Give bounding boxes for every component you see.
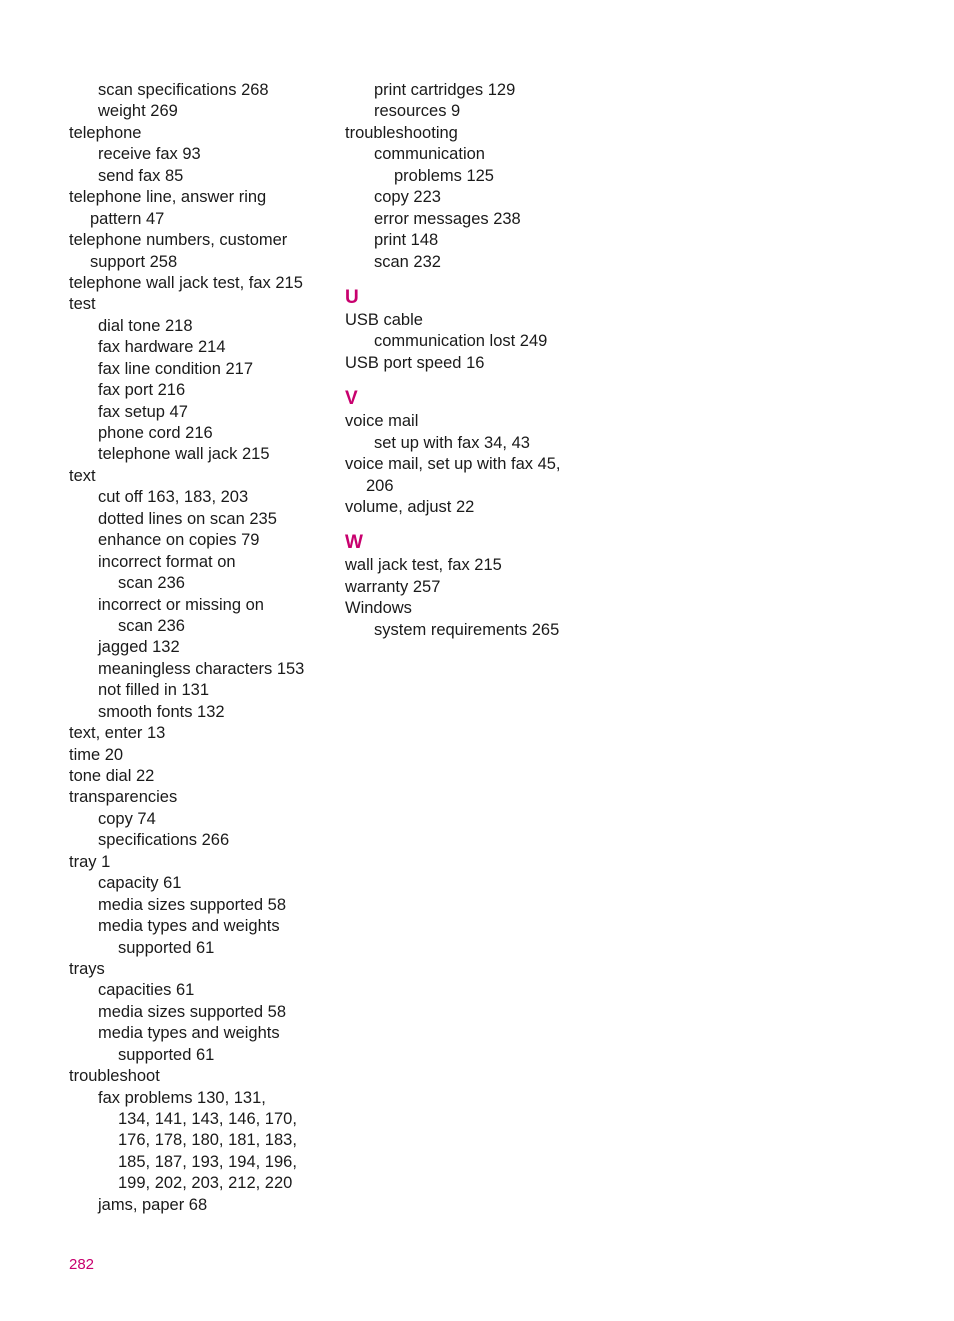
index-subentry: print 148 [374, 231, 439, 250]
index-subentry: receive fax 93 [98, 145, 201, 164]
index-entry: tray 1 [69, 852, 111, 871]
index-subentry: print cartridges 129 [374, 81, 516, 99]
index-entry: transparencies [69, 788, 178, 807]
index-subentry: media types and weights [98, 1024, 280, 1043]
index-entry: pattern 47 [90, 209, 165, 228]
index-subentry: dial tone 218 [98, 316, 193, 335]
index-subentry: system requirements 265 [374, 620, 560, 639]
index-subentry: media types and weights [98, 917, 280, 936]
index-subentry: phone cord 216 [98, 424, 213, 442]
index-subentry: fax port 216 [98, 381, 186, 400]
index-subentry: 199, 202, 203, 212, 220 [118, 1174, 293, 1193]
index-subentry: supported 61 [118, 938, 215, 957]
index-column-right [345, 80, 615, 641]
index-entry: volume, adjust 22 [345, 498, 475, 516]
section-gap [345, 273, 615, 286]
index-entry: troubleshoot [69, 1067, 160, 1086]
index-entry: telephone numbers, customer [69, 231, 288, 250]
page-number: 282 [69, 1256, 95, 1273]
index-entry: 206 [366, 476, 394, 495]
index-entry: text [69, 466, 96, 485]
index-subentry: weight 269 [98, 102, 178, 121]
index-subentry: enhance on copies 79 [98, 531, 260, 550]
index-entry: test [69, 295, 96, 314]
index-subentry: capacity 61 [98, 874, 182, 893]
index-entry: Windows [345, 599, 412, 618]
index-subentry: cut off 163, 183, 203 [98, 488, 249, 507]
index-subentry: resources 9 [374, 102, 461, 121]
index-subentry: 176, 178, 180, 181, 183, [118, 1131, 297, 1150]
section-gap [345, 374, 615, 387]
index-subentry: telephone wall jack 215 [98, 445, 270, 464]
index-entry: voice mail, set up with fax 45, [345, 455, 561, 474]
index-subentry: scan 236 [118, 574, 185, 593]
index-column-left [69, 80, 339, 1216]
index-subentry: dotted lines on scan 235 [98, 509, 277, 528]
index-subentry: communication lost 249 [374, 332, 548, 351]
index-subentry: error messages 238 [374, 209, 521, 228]
index-subentry: 185, 187, 193, 194, 196, [118, 1152, 297, 1171]
index-subentry: scan 236 [118, 616, 185, 635]
index-entry: tone dial 22 [69, 767, 155, 785]
index-subentry: fax setup 47 [98, 402, 188, 421]
index-subentry: set up with fax 34, 43 [374, 433, 530, 452]
index-entry: support 258 [90, 252, 178, 271]
index-subentry: jams, paper 68 [98, 1195, 208, 1214]
index-entry: telephone line, answer ring [69, 188, 267, 207]
index-subentry: not filled in 131 [98, 681, 209, 700]
index-subentry: jagged 132 [98, 638, 180, 657]
index-entry: telephone [69, 123, 142, 142]
index-subentry: fax hardware 214 [98, 338, 226, 357]
index-entry: time 20 [69, 745, 124, 764]
index-subentry: scan 232 [374, 252, 441, 271]
index-subentry: specifications 266 [98, 831, 230, 850]
index-entry: voice mail [345, 412, 419, 431]
index-entry: text, enter 13 [69, 724, 166, 743]
index-subentry: copy 74 [98, 809, 156, 828]
index-subentry: incorrect or missing on [98, 595, 264, 614]
index-entry: warranty 257 [345, 577, 441, 596]
index-subentry: problems 125 [394, 166, 494, 185]
index-subentry: send fax 85 [98, 166, 184, 185]
index-subentry: fax line condition 217 [98, 359, 254, 378]
index-entry: USB cable [345, 310, 423, 329]
index-subentry: capacities 61 [98, 981, 195, 1000]
index-entry: trays [69, 959, 105, 978]
index-subentry: smooth fonts 132 [98, 702, 225, 721]
index-entry: telephone wall jack test, fax 215 [69, 273, 303, 292]
index-subentry: supported 61 [118, 1045, 215, 1064]
index-subentry: communication [374, 145, 485, 164]
index-letter-heading: W [345, 532, 363, 554]
index-subentry: media sizes supported 58 [98, 895, 287, 914]
index-subentry: fax problems 130, 131, [98, 1088, 266, 1107]
index-entry: wall jack test, fax 215 [345, 556, 502, 575]
index-letter-heading: V [345, 388, 358, 410]
index-letter-heading: U [345, 286, 359, 308]
index-entry: troubleshooting [345, 123, 458, 142]
index-subentry: scan specifications 268 [98, 81, 269, 99]
index-subentry: media sizes supported 58 [98, 1002, 287, 1021]
index-subentry: incorrect format on [98, 552, 236, 571]
index-entry: USB port speed 16 [345, 353, 485, 372]
index-subentry: meaningless characters 153 [98, 659, 305, 678]
index-subentry: copy 223 [374, 188, 441, 207]
index-subentry: 134, 141, 143, 146, 170, [118, 1110, 297, 1128]
section-gap [345, 518, 615, 531]
